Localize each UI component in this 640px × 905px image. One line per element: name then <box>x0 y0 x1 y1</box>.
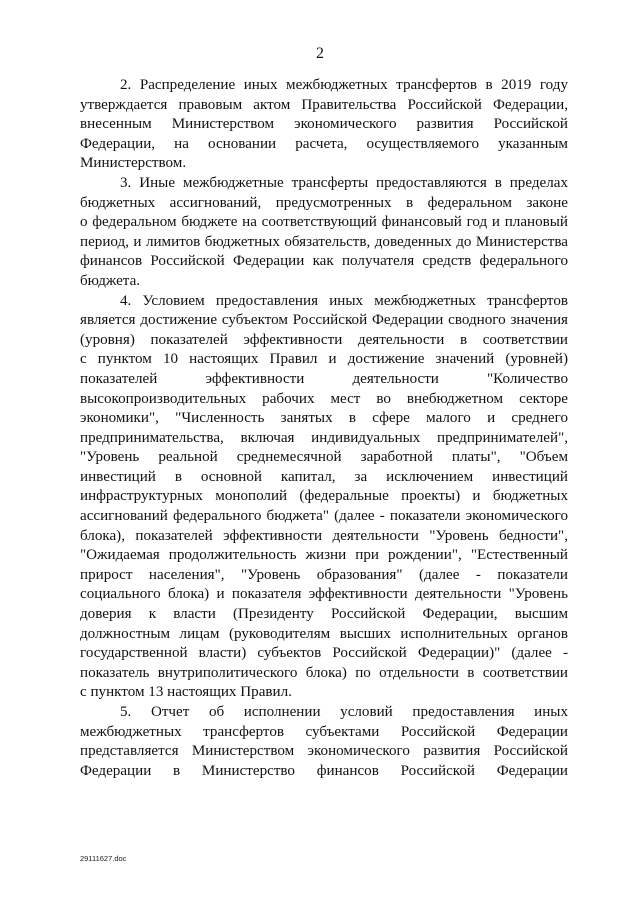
text-line: о федеральном бюджете на соответствующий финансовый год и плановый <box>80 214 568 231</box>
text-line: блока), показателей эффективности деятельности "Уровень бедности", <box>80 527 568 544</box>
text-line: социального блока) и показателя эффективности деятельности "Уровень <box>80 586 568 603</box>
document-body <box>80 76 568 781</box>
text-line: представляется Министерством экономического развития Российской <box>80 743 568 760</box>
text-line: является достижение субъектом Российской Федерации сводного значения <box>80 312 568 329</box>
text-line: прирост населения", "Уровень образования" (далее - показатели <box>80 566 568 583</box>
text-line: показателей эффективности деятельности "Количество <box>80 370 568 387</box>
text-line: предпринимательства, включая индивидуальных предпринимателей", <box>80 429 568 446</box>
paragraph-5 <box>80 703 568 781</box>
text-line: с пунктом 13 настоящих Правил. <box>80 684 292 701</box>
text-line: государственной власти) субъектов Российской Федерации)" (далее - <box>80 645 568 662</box>
text-line: высокопроизводительных рабочих мест во внебюджетном секторе <box>80 390 568 407</box>
text-line: период, и лимитов бюджетных обязательств, доведенных до Министерства <box>80 233 568 250</box>
text-line: финансов Российской Федерации как получателя средств федерального <box>80 253 568 270</box>
text-line: экономики", "Численность занятых в сфере малого и среднего <box>80 410 568 427</box>
text-line: "Ожидаемая продолжительность жизни при рождении", "Естественный <box>80 547 568 564</box>
text-line: "Уровень реальной среднемесячной заработной платы", "Объем <box>80 449 568 466</box>
text-line: инфраструктурных монополий (федеральные проекты) и бюджетных <box>80 488 568 505</box>
text-line: утверждается правовым актом Правительства Российской Федерации, <box>80 96 568 113</box>
text-line: 4. Условием предоставления иных межбюджетных трансфертов <box>120 292 568 309</box>
text-line: показатель внутриполитического блока) по отдельности в соответствии <box>80 664 568 681</box>
text-line: 3. Иные межбюджетные трансферты предоставляются в пределах <box>120 174 568 191</box>
paragraph-3 <box>80 174 568 292</box>
text-line: внесенным Министерством экономического развития Российской <box>80 116 568 133</box>
text-line: инвестиций в основной капитал, за исключением инвестиций <box>80 468 568 485</box>
paragraph-2 <box>80 76 568 174</box>
text-line: ассигнований федерального бюджета" (далее - показатели экономического <box>80 508 568 525</box>
text-line: должностным лицам (руководителям высших исполнительных органов <box>80 625 568 642</box>
text-line: 2. Распределение иных межбюджетных трансфертов в 2019 году <box>120 77 568 93</box>
text-line: Федерации, на основании расчета, осуществляемого указанным <box>80 135 568 152</box>
page-number: 2 <box>316 45 324 62</box>
text-line: бюджетных ассигнований, предусмотренных в федеральном законе <box>80 194 568 211</box>
text-line: с пунктом 10 настоящих Правил и достижение значений (уровней) <box>80 351 568 368</box>
footer-filename: 29111627.doc <box>80 854 127 863</box>
text-line: доверия к власти (Президенту Российской Федерации, высшим <box>80 606 568 623</box>
text-line: Федерации в Министерство финансов Российской Федерации <box>80 762 568 779</box>
text-line: (уровня) показателей эффективности деятельности в соответствии <box>80 331 568 348</box>
paragraph-4 <box>80 292 568 703</box>
text-line: межбюджетных трансфертов субъектами Российской Федерации <box>80 723 568 740</box>
text-line: Министерством. <box>80 155 187 172</box>
text-line: бюджета. <box>80 272 141 289</box>
text-line: 5. Отчет об исполнении условий предоставления иных <box>120 704 568 720</box>
